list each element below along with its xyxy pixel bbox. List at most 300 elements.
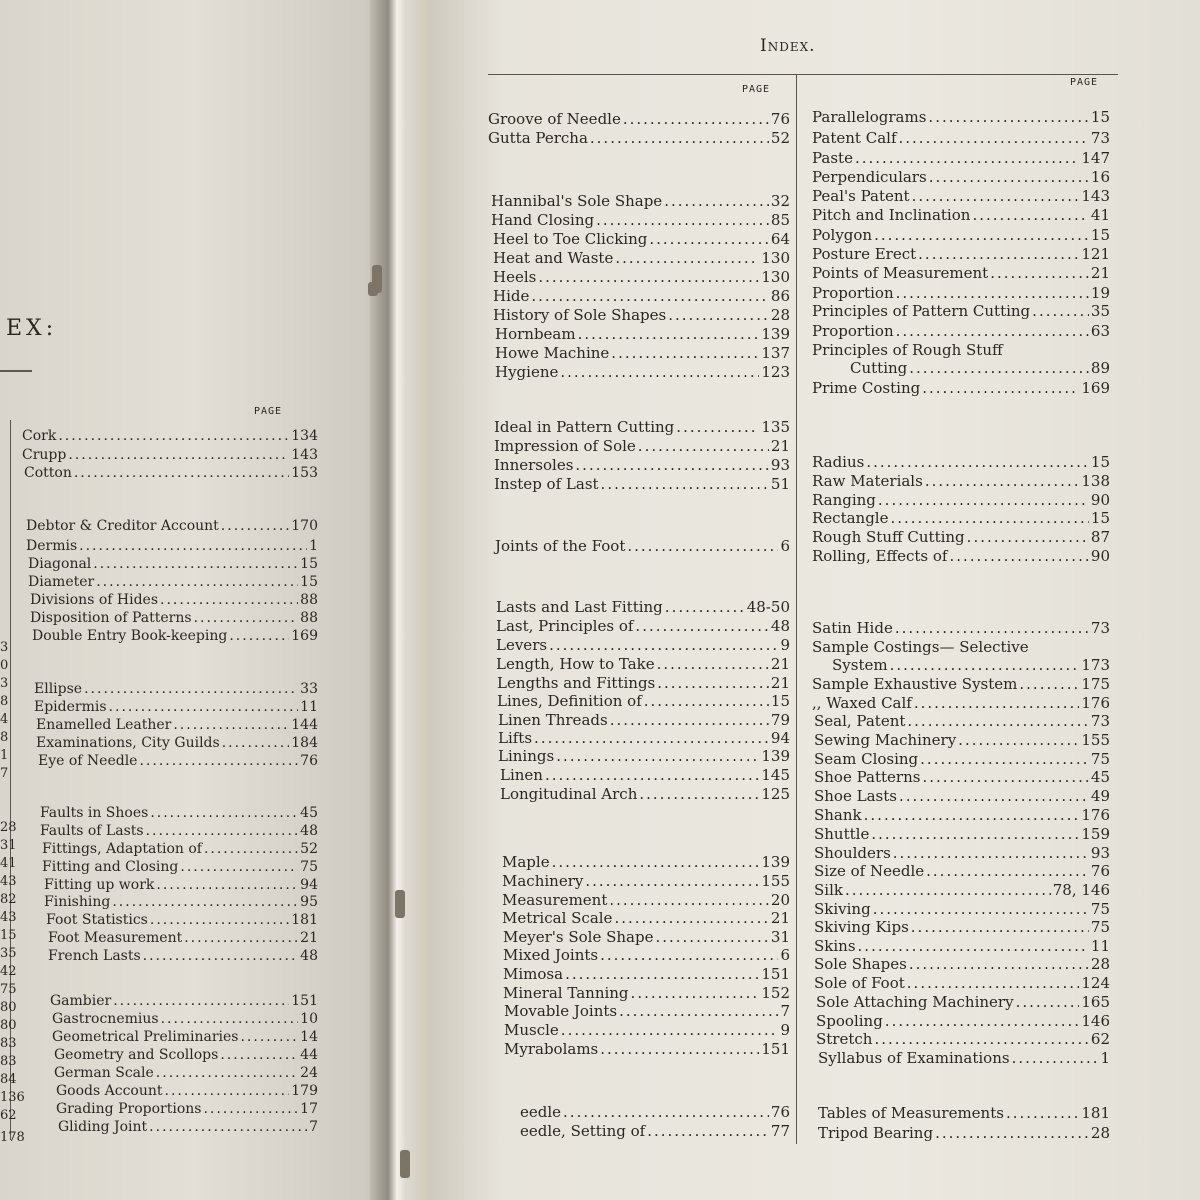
index-page-number: 146 [1081,1012,1110,1030]
page-column-label: PAGE [1070,77,1099,88]
dot-leader [635,617,768,636]
index-page-number: 159 [1081,825,1110,843]
index-page-number: 95 [300,894,318,910]
index-entry [812,675,1110,694]
dot-leader [1019,675,1079,694]
index-term: Levers [496,636,548,654]
index-entry [814,768,1110,787]
dot-leader [907,712,1089,731]
dot-leader [858,937,1089,956]
index-term: Gutta Percha [488,129,588,147]
index-page-number: 1 [309,538,318,554]
index-entry [814,787,1110,806]
index-entry [818,1104,1110,1123]
index-entry [38,752,318,770]
dot-leader [845,881,1051,900]
index-term: Longitudinal Arch [500,785,638,803]
dot-leader [896,284,1089,303]
index-page-number: 6 [780,946,790,964]
dot-leader [899,129,1089,148]
dot-leader [143,947,299,965]
index-page-number: 139 [761,325,790,343]
index-entry [34,698,318,716]
index-page-number: 21 [770,674,790,692]
book-gutter [370,0,430,1200]
index-page-number: 11 [300,699,318,715]
index-entry [812,547,1110,566]
index-entry [496,636,790,655]
dot-leader [575,456,769,475]
index-page-number: 6 [780,537,790,555]
index-page-number: 21 [300,930,318,946]
index-entry [500,785,790,804]
dot-leader [890,509,1088,528]
index-page-number: 11 [1090,937,1110,955]
dot-leader [600,1040,759,1059]
dot-leader [657,655,769,674]
dot-leader [922,768,1088,787]
index-term: Grading Proportions [56,1101,202,1117]
index-term: Paste [812,149,853,167]
dot-leader [609,891,769,910]
index-term: Shank [814,806,862,824]
index-entry [814,712,1110,731]
index-entry [814,900,1110,919]
index-term: eedle, Setting of [520,1122,646,1140]
index-entry [812,264,1110,283]
dot-leader [563,1103,769,1122]
index-term: Metrical Scale [502,909,613,927]
index-page-number: 184 [291,735,318,751]
index-term: Spooling [816,1012,883,1030]
index-term: Last, Principles of [496,617,634,635]
index-entry [22,446,318,464]
index-page-number: 76 [300,753,318,769]
dot-leader [657,674,769,693]
index-entry [496,655,790,674]
index-entry [494,418,790,437]
index-term: Faults of Lasts [40,823,144,839]
dot-leader [565,965,759,984]
index-entry [498,729,790,748]
dot-leader [538,268,759,287]
dot-leader [614,909,768,928]
dot-leader [590,129,769,148]
index-term: Heels [493,268,537,286]
index-term: Linen [500,766,543,784]
index-term: Perpendiculars [812,168,927,186]
index-entry [812,206,1110,225]
index-entry [812,149,1110,168]
index-entry [495,363,790,382]
margin-number: 42 [0,964,17,979]
index-entry [812,491,1110,510]
dot-leader [967,528,1089,547]
margin-number: 83 [0,1054,17,1069]
index-entry [494,475,790,494]
index-page-number: 51 [770,475,790,493]
index-entry [814,806,1110,825]
index-page-number: 121 [1081,245,1110,263]
index-entry [504,1002,790,1021]
index-term: Foot Measurement [48,930,183,946]
index-page-number: 21 [770,437,790,455]
index-page-number: 15 [1090,509,1110,527]
index-entry [498,711,790,730]
margin-number: 15 [0,928,17,943]
index-page-number: 73 [1090,619,1110,637]
index-term: Cork [22,428,57,444]
index-entry [26,517,318,535]
index-entry [495,325,790,344]
index-term: Posture Erect [812,245,917,263]
index-entry [814,937,1110,956]
index-term: Geometrical Preliminaries [52,1029,239,1045]
dot-leader [545,766,759,785]
index-page-number: 21 [1090,264,1110,282]
index-page-number: 15 [300,574,318,590]
index-entry [28,555,318,573]
dot-leader [912,187,1080,206]
index-page-number: 143 [1081,187,1110,205]
index-term: Points of Measurement [812,264,989,282]
binding-stitch [368,282,378,296]
page-column-label: PAGE [742,84,771,95]
margin-number: 83 [0,1036,17,1051]
index-page-number: 89 [1090,359,1110,377]
left-page-heading: EX: [6,316,58,341]
index-entry [503,928,790,947]
index-entry [814,844,1110,863]
index-page-number: 76 [770,110,790,128]
dot-leader [909,359,1089,378]
margin-number: 31 [0,838,17,853]
index-entry [812,379,1110,398]
index-page-number: 52 [300,841,318,857]
index-term: Shoe Lasts [814,787,897,805]
index-entry [494,437,790,456]
dot-leader [93,555,298,573]
index-entry [493,249,790,268]
dot-leader [655,928,768,947]
index-term: Tables of Measurements [818,1104,1004,1122]
dot-leader [74,464,289,482]
index-term: German Scale [54,1065,154,1081]
index-page-number: 135 [761,418,790,436]
margin-number: 1 [0,748,9,763]
index-page-number: 86 [770,287,790,305]
index-page-number: 151 [761,1040,790,1058]
index-term: Heel to Toe Clicking [493,230,648,248]
index-entry [46,911,318,929]
index-page-number: 15 [1090,108,1110,126]
dot-leader [560,363,759,382]
dot-leader [601,475,769,494]
index-page-number: 94 [770,729,790,747]
index-term: Double Entry Book-keeping [32,628,228,644]
index-entry [488,129,790,148]
dot-leader [649,230,769,249]
index-term: Diameter [28,574,95,590]
index-term: Enamelled Leather [36,717,172,733]
index-term: Sewing Machinery [814,731,957,749]
index-term: Ideal in Pattern Cutting [494,418,675,436]
index-term: Length, How to Take [496,655,655,673]
index-page-number: 144 [291,717,318,733]
index-term: Linen Threads [498,711,608,729]
index-term: Innersoles [494,456,574,474]
page-column-label: PAGE [254,406,283,417]
index-term: Rolling, Effects of [812,547,948,565]
index-term: Linings [498,747,555,765]
dot-leader [907,974,1080,993]
dot-leader [864,806,1080,825]
dot-leader [911,918,1089,937]
index-term: Muscle [504,1021,559,1039]
dot-leader [925,472,1080,491]
index-term: French Lasts [48,948,141,964]
index-term: Ellipse [34,681,83,697]
dot-leader [552,853,760,872]
index-page-number: 49 [1090,787,1110,805]
dot-leader [165,1082,290,1100]
dot-leader [639,785,759,804]
index-page-number: 137 [761,344,790,362]
index-page-number: 44 [300,1047,318,1063]
margin-number: 178 [0,1130,25,1145]
index-entry [58,1118,318,1136]
index-term: Machinery [502,872,584,890]
index-term: Fitting and Closing [42,859,179,875]
index-page-number: 181 [291,912,318,928]
index-page-number: 125 [761,785,790,803]
index-page-number: 76 [770,1103,790,1121]
dot-leader [676,418,759,437]
index-entry [42,858,318,876]
index-entry [494,456,790,475]
index-term: Rough Stuff Cutting [812,528,965,546]
index-entry [42,840,318,858]
index-entry [814,918,1110,937]
index-entry [814,881,1110,900]
dot-leader [874,1030,1088,1049]
index-entry [812,168,1110,187]
index-term: Hygiene [495,363,559,381]
index-page-number: 139 [761,747,790,765]
index-page-number: 16 [1090,168,1110,186]
index-term: Movable Joints [504,1002,618,1020]
index-entry [488,110,790,129]
index-entry [40,822,318,840]
binding-stitch [395,890,405,918]
index-page-number: 173 [1081,656,1110,674]
dot-leader [873,900,1089,919]
index-page-number: 134 [291,428,318,444]
index-page-number: 63 [1090,322,1110,340]
index-entry [491,211,790,230]
index-term: Diagonal [28,556,92,572]
index-page-number: 79 [770,711,790,729]
index-term: Principles of Pattern Cutting [812,302,1031,320]
index-page-number: 152 [761,984,790,1002]
dot-leader [222,734,290,752]
margin-number: 41 [0,856,17,871]
index-term: Silk [814,881,843,899]
dot-leader [885,1012,1080,1031]
dot-leader [156,876,298,894]
index-page-number: 153 [291,465,318,481]
index-page-number: 88 [300,592,318,608]
index-page-number: 77 [770,1122,790,1140]
index-term: Patent Calf [812,129,897,147]
dot-leader [619,1002,778,1021]
index-page-number: 10 [300,1011,318,1027]
index-entry [28,573,318,591]
dot-leader [561,1021,779,1040]
index-entry [814,750,1110,769]
index-term: Shoe Patterns [814,768,921,786]
index-entry [44,893,318,911]
index-term: Fittings, Adaptation of [42,841,202,857]
index-term: History of Sole Shapes [493,306,667,324]
dot-leader [203,1100,298,1118]
margin-number: 4 [0,712,9,727]
margin-number: 8 [0,694,9,709]
dot-leader [893,844,1089,863]
index-page-number: 130 [761,268,790,286]
index-page-number: 64 [770,230,790,248]
dot-leader [922,379,1079,398]
index-page-number: 87 [1090,528,1110,546]
index-entry [503,984,790,1003]
index-entry [26,537,318,555]
index-entry [36,716,318,734]
index-term: Cotton [24,465,72,481]
index-term: Lasts and Last Fitting [496,598,663,616]
index-page-number: 85 [770,211,790,229]
index-term: Sole Attaching Machinery [816,993,1014,1011]
dot-leader [972,206,1088,225]
index-entry [40,804,318,822]
dot-leader [899,787,1089,806]
index-entry [493,306,790,325]
index-term: Radius [812,453,865,471]
dot-leader [909,955,1089,974]
index-entry [497,674,790,693]
index-page-number: 179 [291,1083,318,1099]
index-page-number: 145 [761,766,790,784]
index-page-number: 52 [770,129,790,147]
index-entry [812,187,1110,206]
index-page-number: 169 [291,628,318,644]
dot-leader [109,698,299,716]
dot-leader [958,731,1079,750]
index-term: Hornbeam [495,325,576,343]
index-page-number: 124 [1081,974,1110,992]
dot-leader [194,609,299,627]
dot-leader [1032,302,1089,321]
index-page-number: 45 [300,805,318,821]
index-page-number: 139 [761,853,790,871]
index-term: Impression of Sole [494,437,636,455]
index-page-number: 165 [1081,993,1110,1011]
dot-leader [611,344,759,363]
index-term: Seam Closing [814,750,919,768]
binding-stitch [400,1150,410,1178]
running-head: Index. [760,36,816,56]
index-entry [502,891,790,910]
dot-leader [928,108,1088,127]
index-page-number: 88 [300,610,318,626]
index-term: Skiving [814,900,871,918]
index-page-number: 28 [770,306,790,324]
index-entry [814,862,1110,881]
index-term: Parallelograms [812,108,927,126]
margin-number: 43 [0,874,17,889]
index-term: System [832,656,888,674]
margin-number: 7 [0,766,9,781]
dot-leader [990,264,1089,283]
index-entry [816,1012,1110,1031]
index-term: Shuttle [814,825,870,843]
index-term: Fitting up work [44,877,155,893]
index-term: Hide [493,287,530,305]
dot-leader [638,437,769,456]
index-term: Disposition of Patterns [30,610,192,626]
index-entry [812,472,1110,491]
dot-leader [160,591,298,609]
index-term: Examinations, City Guilds [36,735,220,751]
index-entry [500,766,790,785]
index-page-number: 155 [1081,731,1110,749]
index-page-number: 20 [770,891,790,909]
index-entry [520,1103,790,1122]
index-entry [832,656,1110,675]
index-term: Size of Needle [814,862,925,880]
index-page-number: 151 [291,993,318,1009]
index-term: Instep of Last [494,475,599,493]
index-entry [497,692,790,711]
index-entry [496,598,790,617]
index-term: Joints of the Foot [495,537,626,555]
dot-leader [627,537,778,556]
dot-leader [1006,1104,1079,1123]
index-top-rule [488,74,1118,75]
index-page-number: 15 [770,692,790,710]
index-page-number: 181 [1081,1104,1110,1122]
index-page-number: 28 [1090,1124,1110,1142]
index-term: Mixed Joints [503,946,599,964]
dot-leader [878,491,1089,510]
index-term: Seal, Patent [814,712,906,730]
dot-leader [58,427,289,445]
index-page-number: 15 [1090,226,1110,244]
index-entry [493,268,790,287]
index-page-number: 48 [770,617,790,635]
dot-leader [240,1028,298,1046]
index-term: Lengths and Fittings [497,674,656,692]
index-entry [812,509,1110,528]
index-entry [816,1030,1110,1049]
index-entry [812,341,1110,360]
index-term: Sole Shapes [814,955,907,973]
index-page-number: 31 [770,928,790,946]
margin-number: 28 [0,820,17,835]
index-term: Heat and Waste [493,249,614,267]
index-entry [493,230,790,249]
index-page-number: 175 [1081,675,1110,693]
dot-leader [221,517,289,535]
